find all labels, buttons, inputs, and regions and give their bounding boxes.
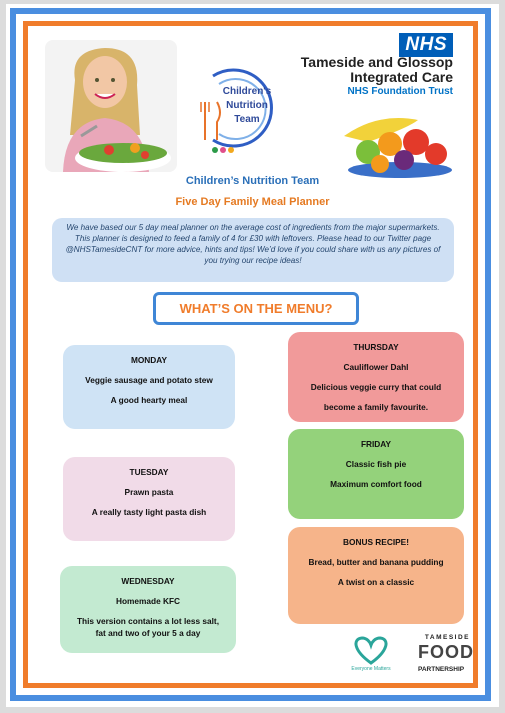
meal-name: Homemade KFC bbox=[115, 596, 181, 606]
meal-name: Veggie sausage and potato stew bbox=[85, 375, 213, 385]
food-logo-main: FOOD bbox=[418, 642, 474, 662]
meal-note: Maximum comfort food bbox=[330, 479, 422, 489]
meal-note: This version contains a lot less salt, bbox=[76, 616, 219, 626]
everyone-matters-logo bbox=[344, 633, 398, 673]
intro-line: @NHSTamesideCNT for more advice, hints and tips! We’d love if you could share with us any pictures of bbox=[65, 245, 441, 254]
bonus-recipe-card bbox=[288, 527, 464, 624]
day-label: THURSDAY bbox=[353, 342, 399, 352]
food-logo-bottom: PARTNERSHIP bbox=[418, 666, 465, 673]
meal-name: Cauliflower Dahl bbox=[343, 362, 409, 372]
meal-name: Prawn pasta bbox=[124, 487, 174, 497]
nutrition-team-logo bbox=[195, 58, 285, 158]
girl-eating-salad-photo bbox=[45, 40, 177, 172]
planner-title: Five Day Family Meal Planner bbox=[175, 196, 330, 208]
meal-note: become a family favourite. bbox=[323, 402, 429, 412]
meal-note: Delicious veggie curry that could bbox=[310, 382, 442, 392]
intro-line: This planner is designed to feed a family of 4 for £30 with leftovers. Please head to our Twitter page bbox=[74, 234, 432, 243]
meal-note: fat and two of your 5 a day bbox=[95, 628, 201, 638]
tuesday-card bbox=[63, 457, 235, 541]
meal-note: A really tasty light pasta dish bbox=[91, 507, 207, 517]
organisation-name: Tameside and Glossop Integrated Care bbox=[300, 54, 453, 85]
friday-card bbox=[288, 429, 464, 519]
meal-name: Bread, butter and banana pudding bbox=[308, 557, 444, 567]
fruit-bowl-illustration bbox=[338, 108, 460, 180]
day-label: TUESDAY bbox=[129, 467, 169, 477]
day-label: MONDAY bbox=[130, 355, 168, 365]
food-logo-top: TAMESIDE bbox=[424, 634, 470, 641]
meal-note: A twist on a classic bbox=[337, 577, 415, 587]
monday-card bbox=[63, 345, 235, 429]
trust-name: NHS Foundation Trust bbox=[347, 86, 453, 97]
svg-text:Team: Team bbox=[234, 114, 260, 125]
day-label: WEDNESDAY bbox=[121, 576, 175, 586]
wednesday-card bbox=[60, 566, 236, 653]
team-title: Children’s Nutrition Team bbox=[185, 175, 320, 187]
day-label: BONUS RECIPE! bbox=[343, 537, 409, 547]
menu-heading: WHAT’S ON THE MENU? bbox=[153, 292, 359, 325]
intro-line: We have based our 5 day meal planner on the average cost of ingredients from the major supermarkets. bbox=[66, 223, 440, 232]
day-label: FRIDAY bbox=[360, 439, 392, 449]
intro-line: you trying our recipe ideas! bbox=[204, 256, 302, 265]
svg-text:Nutrition: Nutrition bbox=[226, 100, 268, 111]
intro-text-box bbox=[52, 218, 454, 282]
thursday-card bbox=[288, 332, 464, 422]
nhs-logo-badge: NHS bbox=[399, 33, 453, 57]
meal-note: A good hearty meal bbox=[110, 395, 188, 405]
tameside-food-partnership-logo bbox=[410, 634, 472, 678]
svg-text:Children's: Children's bbox=[222, 86, 272, 97]
meal-name: Classic fish pie bbox=[345, 459, 407, 469]
everyone-matters-text: Everyone Matters bbox=[351, 666, 391, 672]
